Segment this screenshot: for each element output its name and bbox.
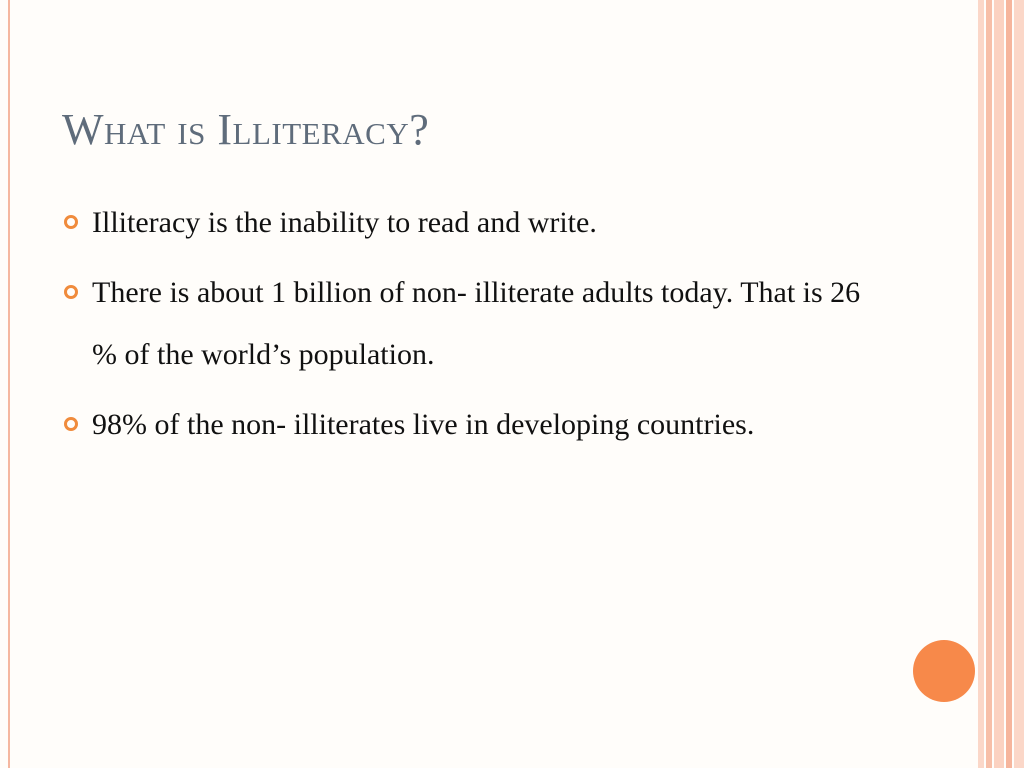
right-stripe-4 (1006, 0, 1012, 768)
right-stripe-2 (986, 0, 992, 768)
right-stripe-3 (994, 0, 1004, 768)
ring-bullet-icon (64, 417, 78, 431)
bullet-list (62, 192, 862, 464)
bullet-text: There is about 1 billion of non- illiterate adults today. That is 26 % of the world’s population. (92, 276, 861, 371)
right-stripe-5 (1014, 0, 1024, 768)
bullet-item (62, 262, 862, 386)
bullet-item (62, 192, 862, 254)
ring-bullet-icon (64, 285, 78, 299)
slide-title: What is Illiteracy? (62, 105, 430, 154)
bullet-item (62, 394, 862, 456)
left-frame-line (8, 0, 10, 768)
bullet-text: Illiteracy is the inability to read and write. (92, 206, 597, 239)
bullet-text: 98% of the non- illiterates live in developing countries. (92, 408, 755, 441)
ring-bullet-icon (64, 215, 78, 229)
accent-circle (913, 640, 975, 702)
right-stripe-1 (978, 0, 984, 768)
